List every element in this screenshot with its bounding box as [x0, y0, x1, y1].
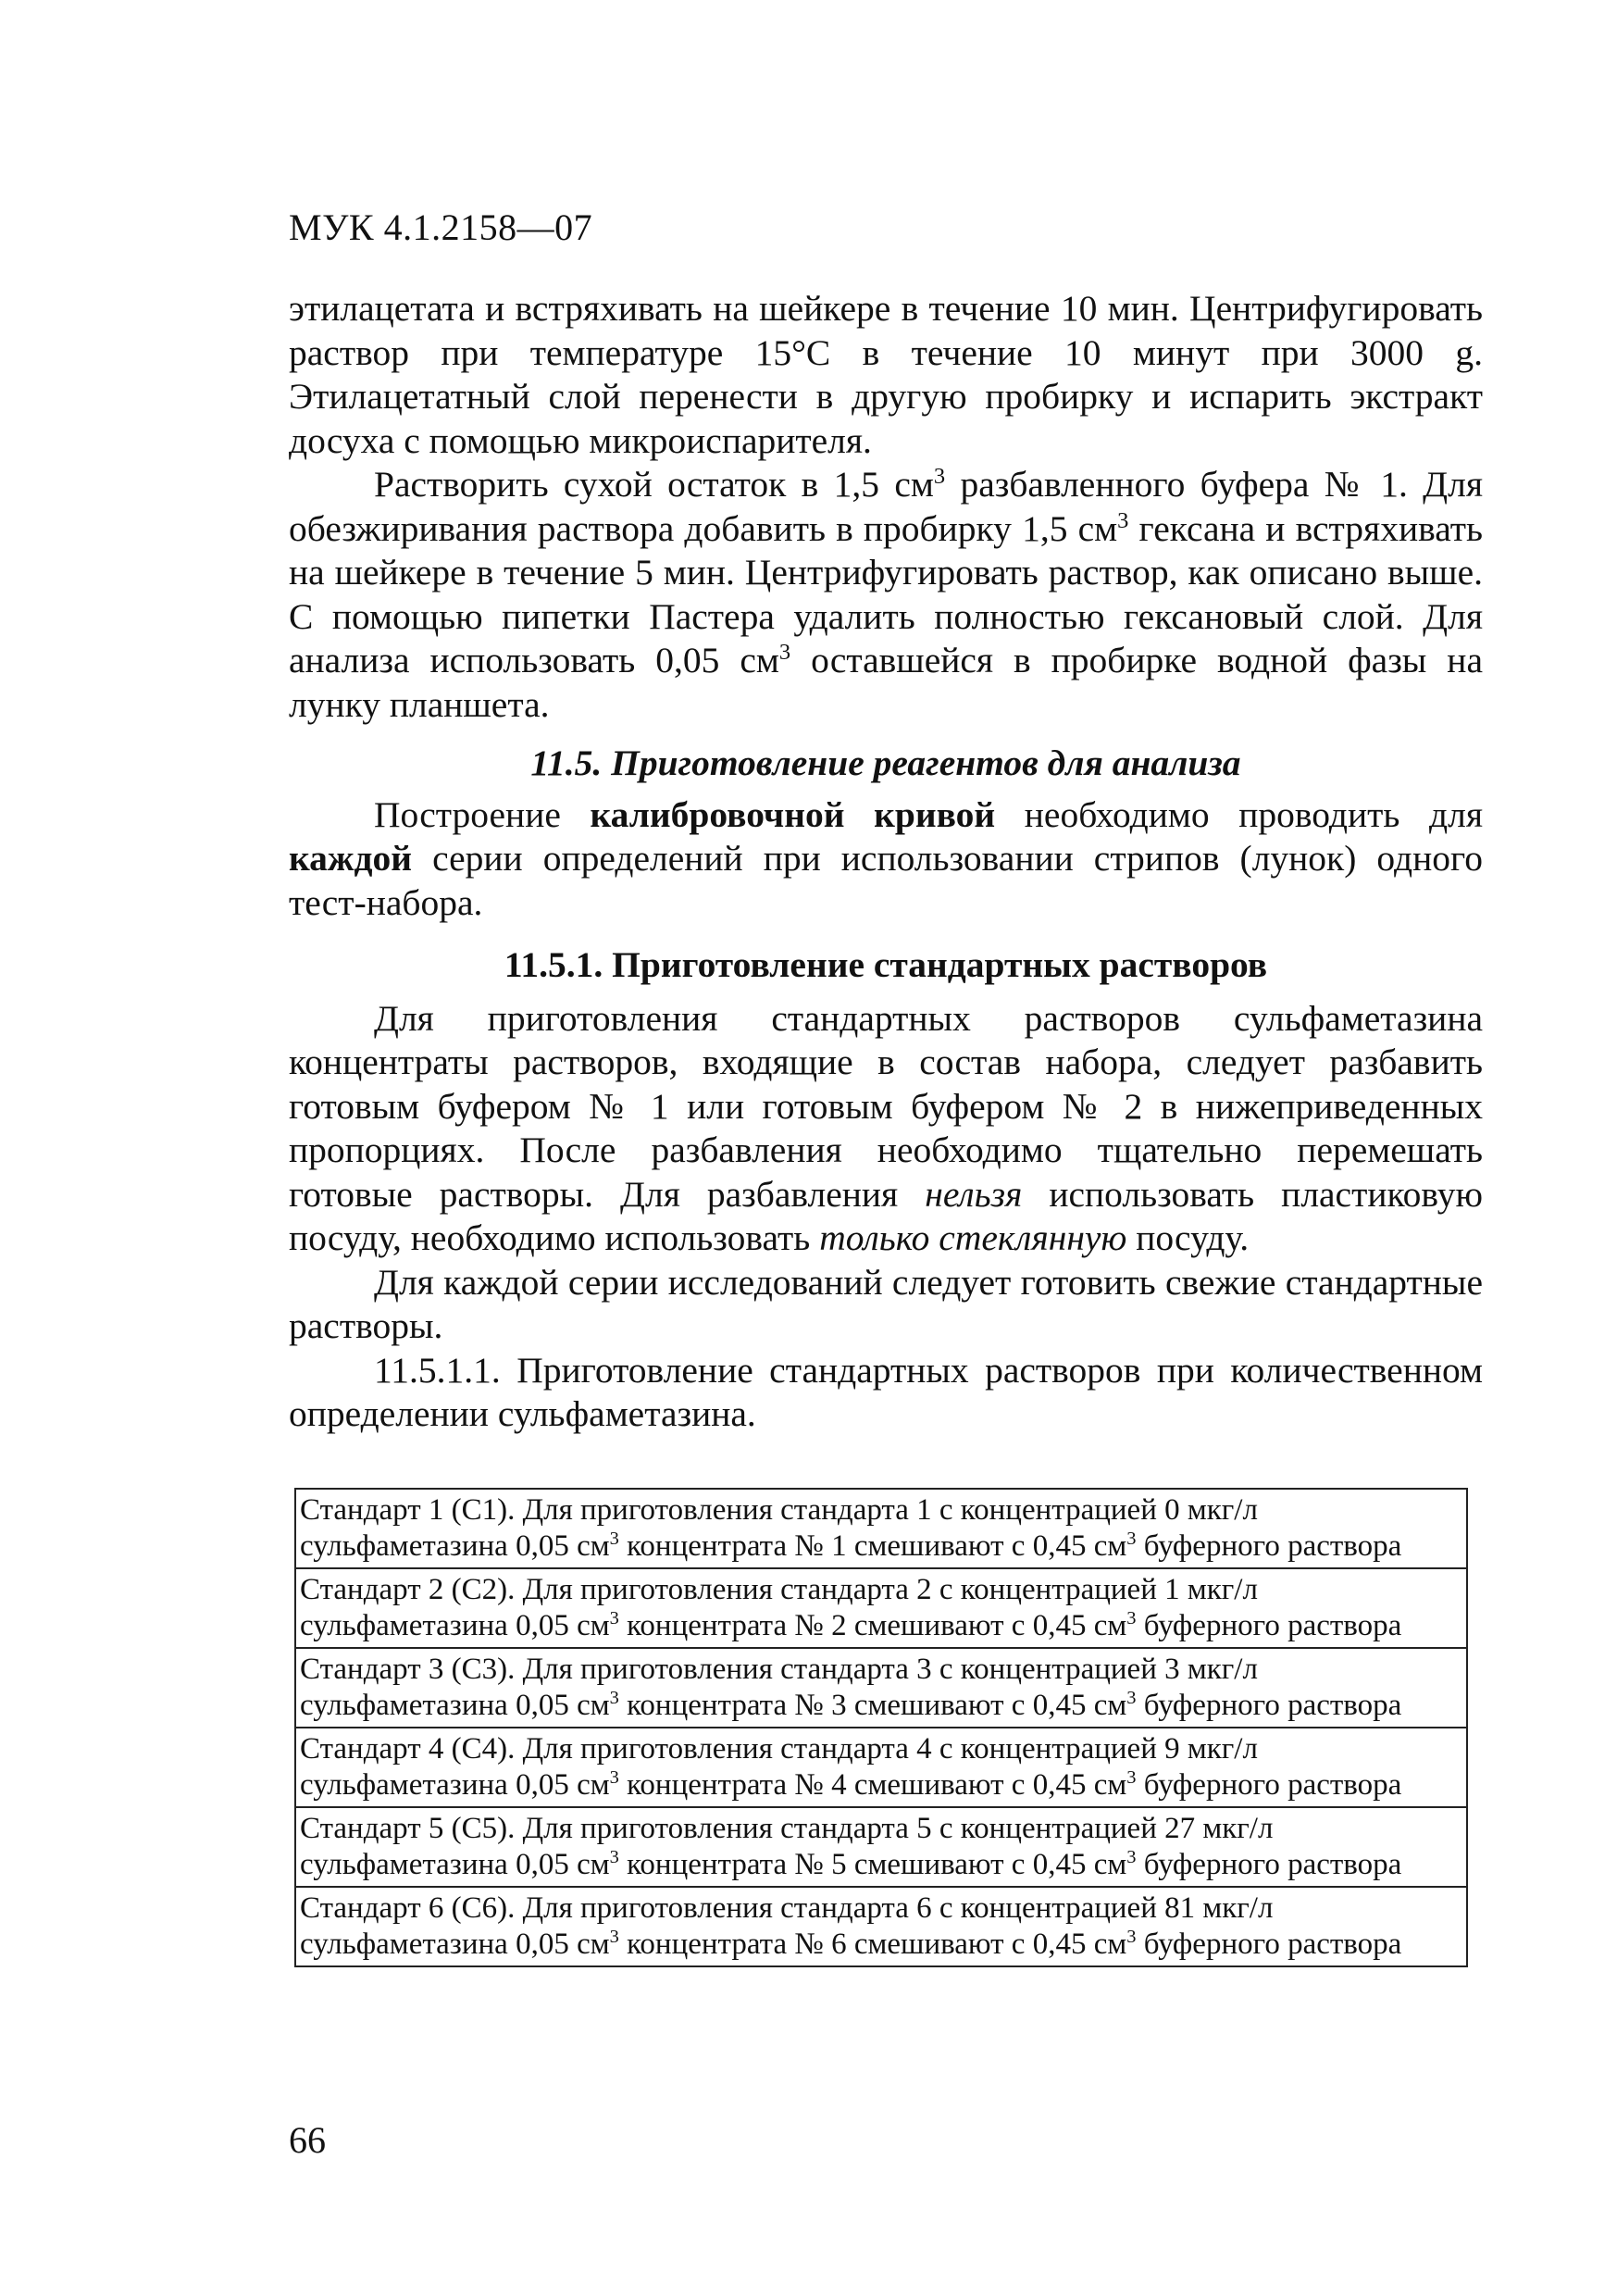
paragraph-subsection-11-5-1-1: 11.5.1.1. Приготовление стандартных растворов при количественном определении сульфаметазина. — [289, 1349, 1483, 1434]
table-row — [295, 1648, 1467, 1728]
paragraph-calibration: Построение калибровочной кривой необходимо проводить для каждой серии определений при использовании стрипов (лунок) одного тест-набора. — [289, 793, 1483, 923]
document-code-header: МУК 4.1.2158—07 — [289, 206, 593, 248]
section-heading-11-5-1: 11.5.1. Приготовление стандартных растворов — [504, 944, 1268, 985]
table-cell: Стандарт 5 (С5). Для приготовления стандарта 5 с концентрацией 27 мкг/л сульфаметазина 0,05 $см^3$ концентрата № 5 смешивают с 0,45 $см^3$ буферного раствора — [295, 1807, 1467, 1887]
table-row — [295, 1568, 1467, 1648]
table-cell: Стандарт 4 (С4). Для приготовления стандарта 4 с концентрацией 9 мкг/л сульфаметазина 0,05 $см^3$ концентрата № 4 смешивают с 0,45 $см^3$ буферного раствора — [295, 1728, 1467, 1807]
paragraph-standards-prep: Для приготовления стандартных растворов сульфаметазина концентраты растворов, входящие в состав набора, следует разбавить готовым буфером № 1 или готовым буфером № 2 в нижеприведенных пропорциях. После разбавления необходимо тщательно перемешать готовые растворы. Для разбавления нельзя использовать пластиковую посуду, необходимо использовать только стеклянную посуду. — [289, 997, 1483, 1258]
page-number: 66 — [289, 2119, 326, 2161]
table-row — [295, 1807, 1467, 1887]
superscript: 3 — [1117, 507, 1129, 533]
paragraph-extraction: этилацетата и встряхивать на шейкере в течение 10 мин. Центрифугировать раствор при температуре 15°С в течение 10 минут при 3000 g. Этилацетатный слой перенести в другую пробирку и испарить экстракт досуха с помощью микроиспарителя. — [289, 288, 1483, 461]
table-row — [295, 1887, 1467, 1966]
superscript: 3 — [933, 463, 946, 489]
table-row — [295, 1489, 1467, 1568]
table-row — [295, 1728, 1467, 1807]
superscript: 3 — [778, 639, 791, 665]
table-cell: Стандарт 6 (С6). Для приготовления стандарта 6 с концентрацией 81 мкг/л сульфаметазина 0,05 $см^3$ концентрата № 6 смешивают с 0,45 $см^3$ буферного раствора — [295, 1887, 1467, 1966]
table-cell: Стандарт 1 (С1). Для приготовления стандарта 1 с концентрацией 0 мкг/л сульфаметазина 0,05 $см^3$ концентрата № 1 смешивают с 0,45 $см^3$ буферного раствора — [295, 1489, 1467, 1568]
table-cell: Стандарт 3 (С3). Для приготовления стандарта 3 с концентрацией 3 мкг/л сульфаметазина 0,05 $см^3$ концентрата № 3 смешивают с 0,45 $см^3$ буферного раствора — [295, 1648, 1467, 1728]
standards-table — [294, 1488, 1468, 1967]
section-heading-11-5: 11.5. Приготовление реагентов для анализа — [530, 742, 1241, 783]
table-cell: Стандарт 2 (С2). Для приготовления стандарта 2 с концентрацией 1 мкг/л сульфаметазина 0,05 $см^3$ концентрата № 2 смешивают с 0,45 $см^3$ буферного раствора — [295, 1568, 1467, 1648]
paragraph-dissolve: Растворить сухой остаток в 1,5 $см^3$ разбавленного буфера № 1. Для обезжиривания раствора добавить в пробирку 1,5 $см^3$ гексана и встряхивать на шейкере в течение 5 мин. Центрифугировать раствор, как описано выше. С помощью пипетки Пастера удалить полностью гексановый слой. Для анализа использовать 0,05 $см^3$ оставшейся в пробирке водной фазы на лунку планшета. — [289, 463, 1484, 725]
main-text — [289, 287, 1483, 1437]
paragraph-fresh-solutions: Для каждой серии исследований следует готовить свежие стандартные растворы. — [289, 1261, 1483, 1346]
